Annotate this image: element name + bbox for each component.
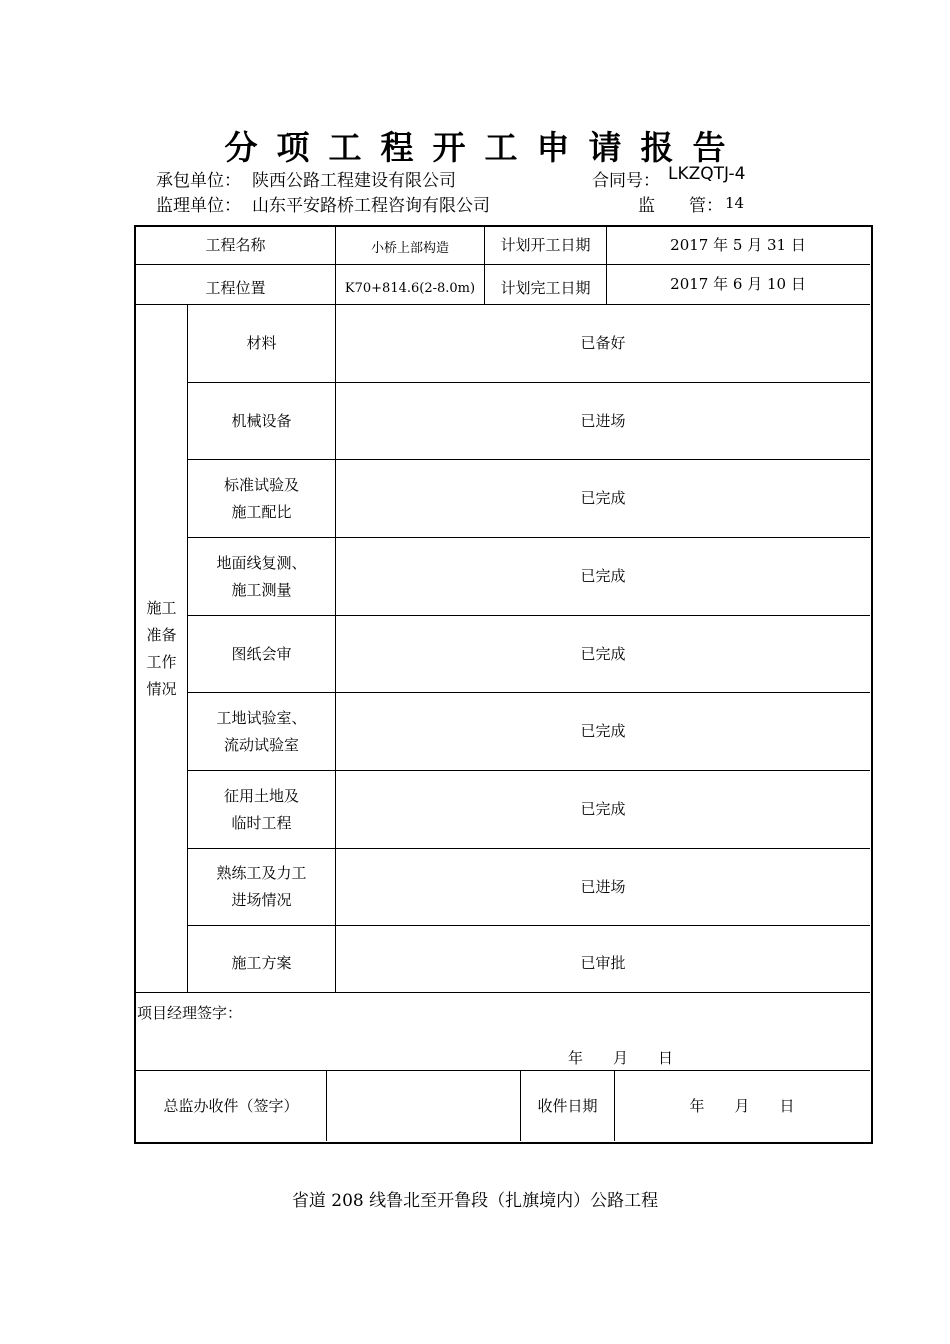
supervision-no: 14: [725, 194, 745, 212]
pm-sign-label: 项目经理签字：: [137, 1004, 243, 1022]
prep-item-status: 已审批: [580, 953, 626, 972]
prep-item-label: 标准试验及施工配比: [223, 475, 299, 521]
plan-start-value: 2017 年 5 月 31 日: [670, 236, 806, 254]
prep-item-status: 已进场: [580, 877, 626, 896]
contract-no-label: 合同号：: [592, 171, 660, 191]
project-name-value: 小桥上部构造: [370, 241, 449, 256]
receipt-date-label: 收件日期: [537, 1096, 598, 1115]
prep-item-status: 已完成: [580, 644, 626, 663]
project-name-label: 工程名称: [205, 236, 266, 254]
plan-end-value: 2017 年 6 月 10 日: [670, 275, 806, 293]
page-title: 分项工程开工申请报告: [224, 128, 745, 167]
receipt-sign-field[interactable]: [327, 1071, 520, 1141]
prep-item-label: 施工方案: [231, 953, 292, 972]
prep-section-label: 施工准备工作情况: [146, 598, 177, 698]
project-location-value: K70+814.6(2-8.0m): [344, 281, 476, 296]
prep-item-status: 已完成: [580, 800, 626, 818]
prep-item-status: 已完成: [580, 722, 626, 740]
receipt-sign-label: 总监办收件（签字）: [163, 1096, 299, 1115]
contractor-value: 陕西公路工程建设有限公司: [252, 171, 456, 191]
footer-project-name: 省道 208 线鲁北至开鲁段（扎旗境内）公路工程: [291, 1191, 659, 1211]
prep-item-label: 材料: [246, 334, 277, 352]
prep-item-status: 已备好: [580, 334, 626, 352]
supervisor-label: 监理单位：: [156, 196, 241, 216]
prep-item-label: 图纸会审: [231, 644, 292, 663]
project-location-label: 工程位置: [205, 279, 266, 297]
prep-item-status: 已完成: [580, 567, 626, 585]
prep-item-label: 工地试验室、流动试验室: [216, 708, 307, 754]
prep-item-status: 已完成: [580, 489, 626, 507]
row-divider: [135, 992, 870, 993]
supervision-label: 监 管：: [638, 196, 723, 216]
contract-no-value: LKZQTJ-4: [668, 164, 746, 184]
receipt-date-value: 年 月 日: [689, 1096, 795, 1115]
contractor-label: 承包单位：: [156, 171, 241, 191]
prep-item-label: 机械设备: [231, 411, 292, 430]
prep-item-status: 已进场: [580, 411, 626, 430]
pm-sign-date: 年 月 日: [568, 1049, 674, 1067]
prep-item-label: 征用土地及临时工程: [223, 786, 299, 832]
supervisor-value: 山东平安路桥工程咨询有限公司: [252, 196, 490, 216]
plan-start-label: 计划开工日期: [500, 236, 591, 254]
plan-end-label: 计划完工日期: [500, 279, 591, 297]
prep-item-label: 地面线复测、施工测量: [216, 553, 307, 599]
prep-item-label: 熟练工及力工进场情况: [216, 864, 307, 909]
